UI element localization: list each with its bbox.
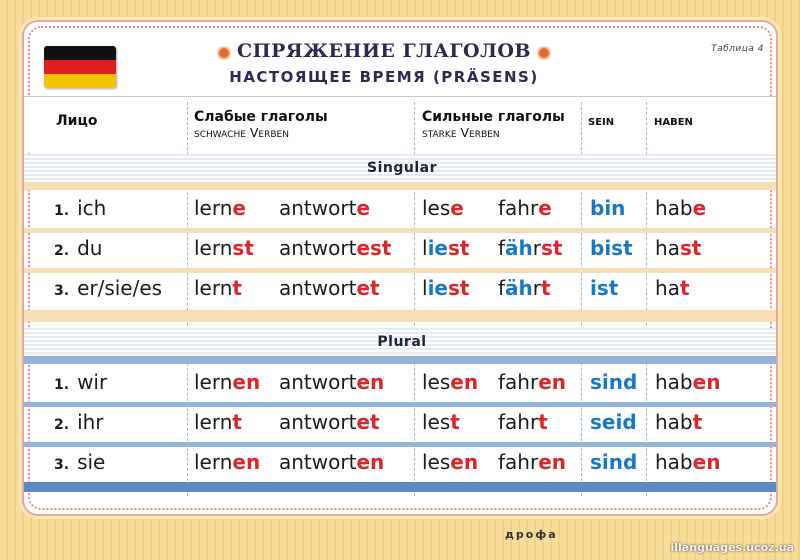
table-row — [24, 194, 778, 226]
weak-verb-cell: lernst — [194, 236, 254, 260]
col-weak-ru: Слабые глаголы — [194, 109, 328, 125]
person-cell: 2. du — [54, 236, 103, 260]
strong-verb-cell: fahren — [498, 370, 567, 394]
table-row — [24, 274, 778, 306]
haben-cell: haben — [655, 450, 721, 474]
col-weak-de: schwache Verben — [194, 125, 289, 140]
weak-verb-cell: lernt — [194, 276, 242, 300]
weak-verb-cell: antwortet — [279, 410, 380, 434]
table-header — [24, 22, 778, 96]
table-row — [24, 408, 778, 440]
ornament-icon — [219, 48, 229, 58]
strong-verb-cell: fährst — [498, 236, 563, 260]
person-cell: 3. er/sie/es — [54, 276, 163, 300]
sein-cell: bin — [590, 196, 626, 220]
german-flag-icon — [44, 46, 116, 88]
section-bar — [24, 182, 778, 190]
title-row — [194, 40, 574, 62]
sein-cell: sind — [590, 370, 638, 394]
section-plural: Plural — [24, 328, 778, 356]
table-number: Таблица 4 — [711, 44, 764, 54]
section-bar — [24, 482, 778, 492]
site-watermark: illanguages.ucoz.ua — [670, 541, 794, 554]
weak-verb-cell: antwortest — [279, 236, 392, 260]
section-bar — [24, 356, 778, 364]
page-subtitle: НАСТОЯЩЕЕ ВРЕМЯ (PRÄSENS) — [229, 68, 539, 86]
weak-verb-cell: lerne — [194, 196, 246, 220]
publisher-logo: дрофа — [505, 528, 558, 541]
col-strong-de: starke Verben — [422, 125, 500, 140]
col-sein: sein — [588, 113, 615, 129]
row-divider — [24, 268, 778, 273]
section-bar — [24, 310, 778, 322]
haben-cell: hast — [655, 236, 702, 260]
sein-cell: seid — [590, 410, 637, 434]
page-title: СПРЯЖЕНИЕ ГЛАГОЛОВ — [237, 40, 531, 62]
row-divider — [24, 402, 778, 407]
strong-verb-cell: fährt — [498, 276, 551, 300]
strong-verb-cell: fahre — [498, 196, 552, 220]
strong-verb-cell: fahrt — [498, 410, 548, 434]
strong-verb-cell: liest — [422, 276, 470, 300]
column-headers — [24, 96, 778, 152]
col-strong — [422, 109, 565, 141]
person-cell: 1. wir — [54, 370, 108, 394]
col-strong-ru: Сильные глаголы — [422, 109, 565, 125]
col-person: Лицо — [56, 113, 98, 129]
strong-verb-cell: lese — [422, 196, 464, 220]
sein-cell: bist — [590, 236, 633, 260]
strong-verb-cell: fahren — [498, 450, 567, 474]
haben-cell: habt — [655, 410, 703, 434]
weak-verb-cell: lernen — [194, 370, 261, 394]
strong-verb-cell: lesen — [422, 370, 479, 394]
strong-verb-cell: liest — [422, 236, 470, 260]
person-cell: 1. ich — [54, 196, 107, 220]
section-singular: Singular — [24, 154, 778, 182]
weak-verb-cell: lernen — [194, 450, 261, 474]
strong-verb-cell: lest — [422, 410, 460, 434]
col-weak — [194, 109, 328, 141]
person-cell: 3. sie — [54, 450, 106, 474]
weak-verb-cell: antworten — [279, 450, 385, 474]
table-row — [24, 234, 778, 266]
row-divider — [24, 442, 778, 447]
weak-verb-cell: antwortet — [279, 276, 380, 300]
weak-verb-cell: antworten — [279, 370, 385, 394]
table-row — [24, 448, 778, 480]
sein-cell: ist — [590, 276, 619, 300]
sein-cell: sind — [590, 450, 638, 474]
ornament-icon — [539, 48, 549, 58]
haben-cell: haben — [655, 370, 721, 394]
haben-cell: hat — [655, 276, 690, 300]
footer — [0, 518, 800, 560]
strong-verb-cell: lesen — [422, 450, 479, 474]
col-haben: haben — [654, 113, 693, 129]
weak-verb-cell: lernt — [194, 410, 242, 434]
person-cell: 2. ihr — [54, 410, 104, 434]
table-row — [24, 368, 778, 400]
row-divider — [24, 228, 778, 233]
haben-cell: habe — [655, 196, 707, 220]
weak-verb-cell: antworte — [279, 196, 371, 220]
conjugation-table-card — [22, 20, 778, 516]
